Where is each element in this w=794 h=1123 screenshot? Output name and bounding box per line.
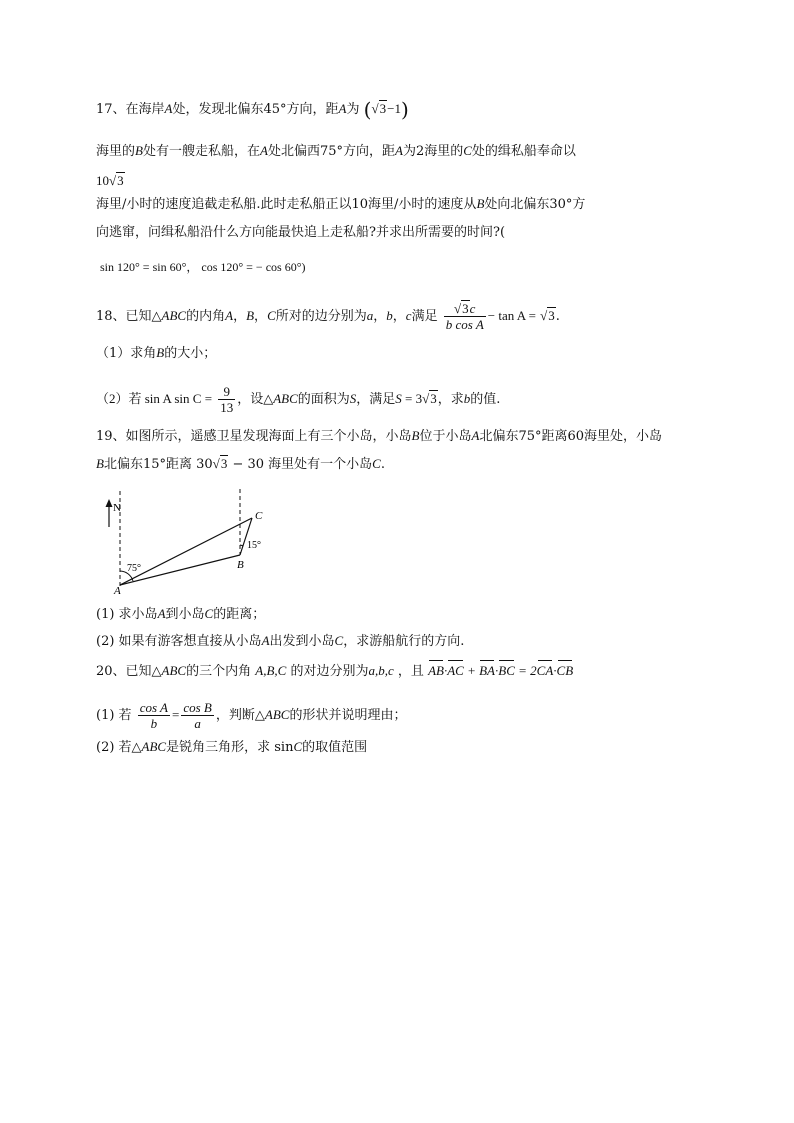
q18-part1: （1）求角B的大小； (96, 345, 217, 361)
q19-line2: B北偏东15°距离 30√3 − 30 海里处有一个小岛C. (96, 456, 385, 472)
q17-line4: 海里/小时的速度追截走私船.此时走私船正以10海里/小时的速度从B处向北偏东30°方 (96, 196, 586, 212)
q17-line3: 10√3 (96, 173, 124, 188)
q17-line1: 17、在海岸A处，发现北偏东45°方向，距A为 (√3−1) (96, 97, 409, 122)
segment-AC (120, 518, 252, 585)
q17-line2: 海里的B处有一艘走私船，在A处北偏西75°方向，距A为2海里的C处的缉私船奉命以 (96, 143, 576, 159)
q17-line5: 向逃窜，问缉私船沿什么方向能最快追上走私船?并求出所需要的时间?( (96, 225, 506, 240)
north-arrow-head (106, 499, 113, 507)
q19-part2: (2) 如果有游客想直接从小岛A出发到小岛C，求游船航行的方向. (96, 633, 465, 649)
label-N: N (113, 502, 121, 514)
q19-line1: 19、如图所示，遥感卫星发现海面上有三个小岛，小岛B位于小岛A北偏东75°距离60海里处，小岛 (96, 428, 663, 444)
q18-p2-fraction: $\frac{9}{13}$ (220, 384, 234, 415)
island-diagram (100, 485, 280, 597)
q20-fraction-1: $\frac{\text{cos A}}{b}$ (139, 700, 168, 731)
label-75: 75° (127, 563, 141, 574)
label-C: C (255, 510, 263, 522)
q18-line1: 18、已知△ABC的内角A，B，C所对的边分别为a，b，c满足 $\frac{√3c}{\text{b cos A}}$ − tan A = √3. (96, 301, 560, 332)
q20-line1: 20、已知△ABC的三个内角 A,B,C 的对边分别为a,b,c ，且 AB·AC + BA·BC = 2CA·CB (96, 663, 574, 679)
label-A: A (114, 585, 121, 597)
q20-part1: (1) 若 $\frac{\text{cos A}}{b}$ = $\frac{\text{cos B}}{a}$ ，判断△ABC的形状并说明理由； (96, 700, 407, 731)
label-B: B (237, 559, 244, 571)
label-15: 15° (247, 540, 261, 551)
q20-fraction-2: $\frac{\text{cos B}}{a}$ (183, 700, 212, 731)
q17-line6: sin 120° = sin 60°， cos 120° = − cos 60°) (100, 260, 306, 274)
q18-part2: （2）若 sin A sin C = $\frac{9}{13}$ ，设△ABC的面积为S，满足S = 3√3，求b的值. (96, 384, 501, 415)
q19-part1: (1) 求小岛A到小岛C的距离； (96, 606, 266, 622)
q18-fraction: $\frac{√3c}{\text{b cos A}}$ (445, 301, 484, 332)
q20-part2: (2) 若△ABC是锐角三角形，求 sinC的取值范围 (96, 739, 368, 755)
